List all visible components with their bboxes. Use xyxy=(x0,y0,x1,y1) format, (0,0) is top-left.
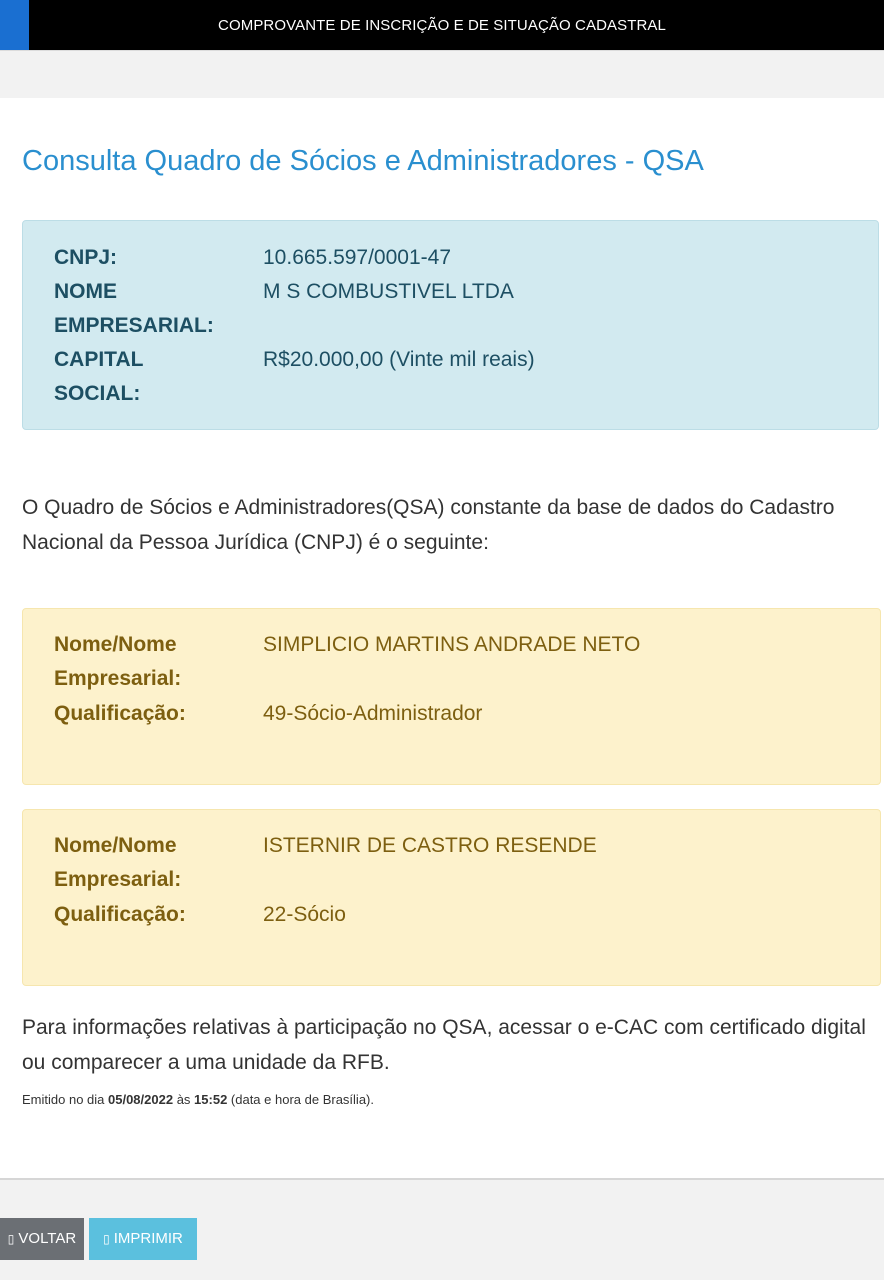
partner-role-label: Qualificação: xyxy=(54,702,186,725)
back-button[interactable] xyxy=(0,1218,84,1260)
top-header-bar xyxy=(0,0,884,50)
emission-middle: às xyxy=(173,1092,195,1107)
capital-label-line2: SOCIAL: xyxy=(54,382,141,405)
partner-role-label: Qualificação: xyxy=(54,903,186,926)
print-button[interactable] xyxy=(89,1218,197,1260)
emission-suffix: (data e hora de Brasília). xyxy=(227,1092,374,1107)
partner-name-label-line1: Nome/Nome xyxy=(54,633,177,656)
emission-prefix: Emitido no dia xyxy=(22,1092,108,1107)
gray-separator-strip xyxy=(0,50,884,98)
partner-card xyxy=(22,809,881,986)
cnpj-label: CNPJ: xyxy=(54,246,118,269)
partner-card xyxy=(22,608,881,785)
emission-date: 05/08/2022 xyxy=(108,1092,174,1107)
back-button-label: VOLTAR xyxy=(18,1230,77,1247)
header-title: COMPROVANTE DE INSCRIÇÃO E DE SITUAÇÃO CADASTRAL xyxy=(218,17,666,34)
print-button-label: IMPRIMIR xyxy=(113,1230,183,1247)
company-name-label-line2: EMPRESARIAL: xyxy=(54,314,214,337)
partner-role-value: 49-Sócio-Administrador xyxy=(263,702,483,725)
back-arrow-icon: ▯ xyxy=(7,1232,15,1246)
emission-time: 15:52 xyxy=(194,1092,228,1107)
capital-value: R$20.000,00 (Vinte mil reais) xyxy=(263,348,535,371)
company-info-panel xyxy=(22,220,879,430)
company-name-label-line1: NOME xyxy=(54,280,117,303)
page-title: Consulta Quadro de Sócios e Administradores - QSA xyxy=(22,145,704,177)
partner-name-label-line2: Empresarial: xyxy=(54,868,182,891)
qsa-intro-text: O Quadro de Sócios e Administradores(QSA) constante da base de dados do Cadastro Nacional da Pessoa Jurídica (CNPJ) é o seguinte: xyxy=(22,496,835,554)
capital-label-line1: CAPITAL xyxy=(54,348,144,371)
partner-role-value: 22-Sócio xyxy=(263,903,346,926)
cnpj-value: 10.665.597/0001-47 xyxy=(263,246,452,269)
emission-timestamp xyxy=(22,1092,374,1107)
partner-name-label-line1: Nome/Nome xyxy=(54,834,177,857)
partner-name-label-line2: Empresarial: xyxy=(54,667,182,690)
partner-name-value: ISTERNIR DE CASTRO RESENDE xyxy=(263,834,597,857)
ecac-info-text: Para informações relativas à participação no QSA, acessar o e-CAC com certificado digital ou comparecer a uma unidade da RFB. xyxy=(22,1016,866,1074)
company-name-value: M S COMBUSTIVEL LTDA xyxy=(263,280,514,303)
partner-name-value: SIMPLICIO MARTINS ANDRADE NETO xyxy=(263,633,641,656)
print-icon: ▯ xyxy=(103,1232,110,1246)
